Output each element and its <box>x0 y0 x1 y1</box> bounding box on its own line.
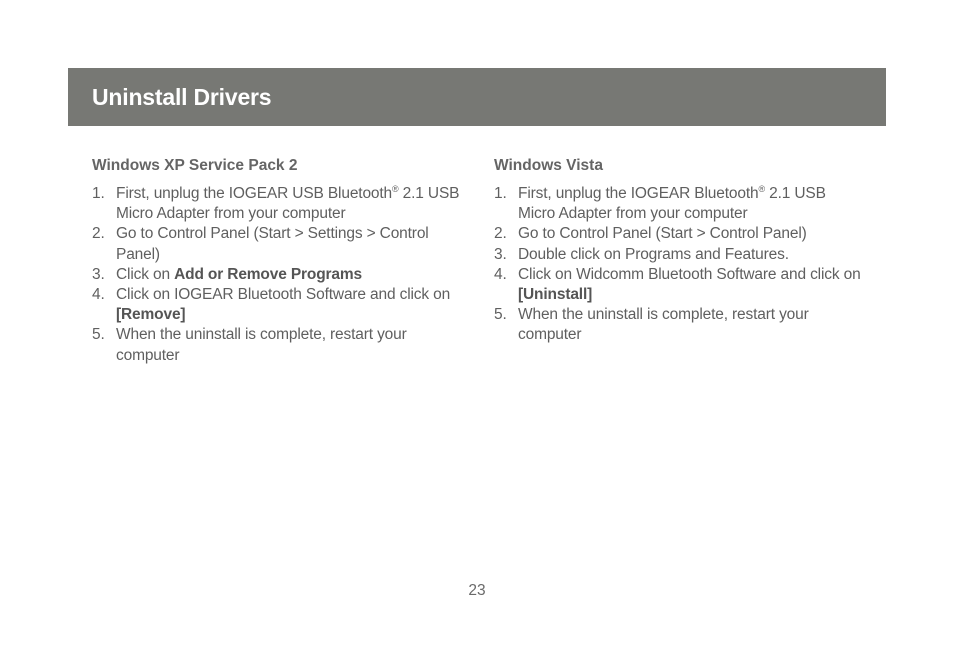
step-text: When the uninstall is complete, restart your computer <box>518 306 809 344</box>
list-item <box>92 184 464 224</box>
step-text: 2.1 USB Micro Adapter from your computer <box>518 185 826 223</box>
list-item <box>92 265 464 285</box>
step-number: 2. <box>92 225 105 243</box>
list-item <box>494 265 862 305</box>
list-item <box>92 325 464 365</box>
step-emphasis: [Remove] <box>116 306 186 324</box>
step-number: 2. <box>494 225 507 243</box>
windows-xp-steps <box>92 184 464 366</box>
step-text: Go to Control Panel (Start > Settings > Control Panel) <box>116 225 429 263</box>
step-number: 1. <box>92 185 105 202</box>
step-number: 5. <box>494 306 507 324</box>
step-text: Click on IOGEAR Bluetooth Software and click on <box>116 286 451 304</box>
registered-mark: ® <box>758 183 765 194</box>
page-number: 23 <box>468 582 486 599</box>
list-item <box>494 305 862 345</box>
list-item <box>494 224 862 244</box>
list-item <box>494 245 862 265</box>
list-item <box>92 224 464 264</box>
step-text: Double click on Programs and Features. <box>518 245 789 263</box>
step-number: 3. <box>92 265 105 283</box>
list-item <box>494 184 862 224</box>
step-number: 1. <box>494 185 507 202</box>
step-emphasis: Add or Remove Programs <box>174 265 363 283</box>
page-title: Uninstall Drivers <box>92 84 272 110</box>
windows-xp-column <box>92 156 464 366</box>
step-number: 3. <box>494 245 507 263</box>
step-text: Go to Control Panel (Start > Control Panel) <box>518 225 807 243</box>
list-item <box>92 285 464 325</box>
registered-mark: ® <box>392 183 399 194</box>
step-emphasis: [Uninstall] <box>518 286 593 304</box>
step-text: When the uninstall is complete, restart your computer <box>116 326 407 364</box>
windows-vista-column <box>494 156 862 346</box>
windows-vista-steps <box>494 184 862 346</box>
step-text: Click on <box>116 265 175 283</box>
step-number: 4. <box>92 286 105 304</box>
step-text: 2.1 USB Micro Adapter from your computer <box>116 185 460 223</box>
section-header-bar <box>68 68 886 126</box>
windows-vista-heading: Windows Vista <box>494 157 603 174</box>
windows-xp-heading: Windows XP Service Pack 2 <box>92 157 298 174</box>
step-number: 5. <box>92 326 105 344</box>
step-text: Click on Widcomm Bluetooth Software and click on <box>518 265 861 283</box>
step-text: First, unplug the IOGEAR Bluetooth <box>518 185 759 202</box>
step-text: First, unplug the IOGEAR USB Bluetooth <box>116 185 393 202</box>
step-number: 4. <box>494 265 507 283</box>
